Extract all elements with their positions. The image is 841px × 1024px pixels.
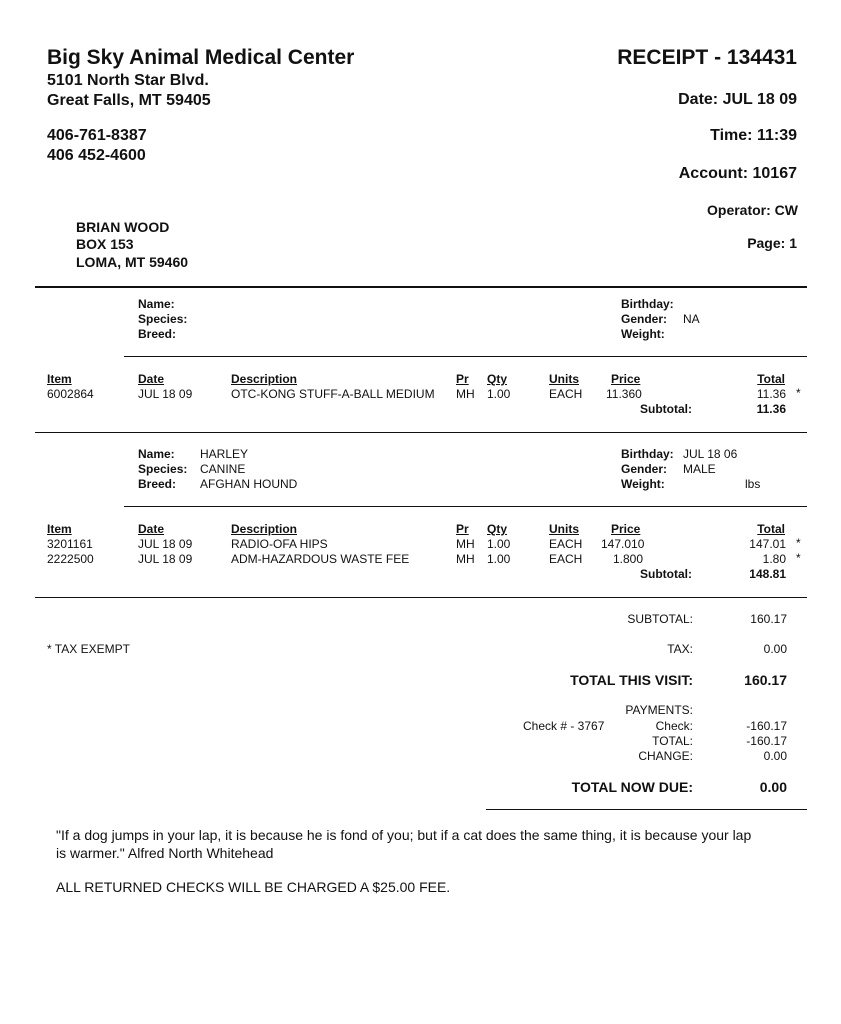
client-name: BRIAN WOOD: [76, 219, 170, 235]
line-item-description: OTC-KONG STUFF-A-BALL MEDIUM: [231, 387, 435, 401]
receipt-account: Account: 10167: [678, 165, 797, 182]
column-header-price: Price: [611, 372, 641, 386]
line-item-pr: MH: [456, 387, 475, 401]
line-item-pr: MH: [456, 537, 475, 551]
clinic-phone-2: 406 452-4600: [47, 147, 146, 164]
pet-species-label: Species:: [138, 462, 188, 476]
pet-gender: NA: [683, 312, 700, 326]
payment-total: -160.17: [746, 734, 787, 748]
clinic-phone-1: 406-761-8387: [47, 127, 147, 144]
pet-species: CANINE: [200, 462, 246, 476]
pet-birthday-label: Birthday:: [621, 447, 674, 461]
line-item-qty: 1.00: [487, 537, 511, 551]
line-item-price: 11.360: [606, 387, 642, 401]
total-this-visit: 160.17: [744, 672, 787, 688]
receipt-page: Page: 1: [747, 235, 797, 251]
column-header-pr: Pr: [456, 522, 469, 536]
check-label: Check:: [655, 719, 693, 733]
pet-breed-label: Breed:: [138, 477, 177, 491]
receipt-time: Time: 11:39: [710, 127, 797, 144]
total-this-visit-label: TOTAL THIS VISIT:: [570, 672, 693, 688]
total-now-due-label: TOTAL NOW DUE:: [571, 779, 693, 795]
column-header-qty: Qty: [487, 522, 508, 536]
line-item-total: 147.01: [749, 537, 786, 551]
pet-subtotal: 11.36: [756, 402, 786, 416]
quote-line-2: is warmer." Alfred North Whitehead: [56, 845, 274, 861]
receipt-date: Date: JUL 18 09: [678, 91, 797, 108]
grand-subtotal-label: SUBTOTAL:: [627, 612, 693, 626]
tax-exempt-mark: *: [796, 386, 801, 400]
column-header-date: Date: [138, 522, 165, 536]
pet-name-label: Name:: [138, 297, 175, 311]
column-header-total: Total: [757, 522, 785, 536]
line-item-number: 3201161: [47, 537, 93, 551]
line-item-units: EACH: [549, 552, 583, 566]
clinic-address-line1: 5101 North Star Blvd.: [47, 72, 209, 89]
column-header-item: Item: [47, 372, 72, 386]
line-item-total: 11.36: [756, 387, 786, 401]
tax-exempt-mark: *: [796, 551, 801, 565]
column-header-description: Description: [231, 522, 298, 536]
payment-total-label: TOTAL:: [652, 734, 693, 748]
column-header-description: Description: [231, 372, 298, 386]
tax-exempt-note: * TAX EXEMPT: [47, 642, 130, 656]
pet-subtotal: 148.81: [749, 567, 786, 581]
line-item-date: JUL 18 09: [138, 552, 193, 566]
line-item-price: 1.800: [613, 552, 644, 566]
column-header-units: Units: [549, 372, 579, 386]
line-item-description: ADM-HAZARDOUS WASTE FEE: [231, 552, 410, 566]
column-header-price: Price: [611, 522, 641, 536]
divider: [486, 809, 807, 810]
pet-gender-label: Gender:: [621, 462, 668, 476]
column-header-units: Units: [549, 522, 579, 536]
divider: [124, 356, 807, 357]
line-item-price: 147.010: [601, 537, 645, 551]
divider: [124, 506, 807, 507]
column-header-item: Item: [47, 522, 72, 536]
payments-label: PAYMENTS:: [625, 703, 693, 717]
clinic-name: Big Sky Animal Medical Center: [47, 46, 355, 69]
line-item-qty: 1.00: [487, 552, 511, 566]
divider: [35, 597, 807, 598]
pet-gender: MALE: [683, 462, 716, 476]
column-header-pr: Pr: [456, 372, 469, 386]
pet-weight-label: Weight:: [621, 327, 665, 341]
total-now-due: 0.00: [759, 779, 787, 795]
client-address-line2: LOMA, MT 59460: [76, 254, 189, 270]
column-header-total: Total: [757, 372, 785, 386]
line-item-number: 6002864: [47, 387, 94, 401]
receipt-title: RECEIPT - 134431: [617, 46, 797, 69]
clinic-address-line2: Great Falls, MT 59405: [47, 92, 211, 109]
pet-birthday: JUL 18 06: [683, 447, 738, 461]
subtotal-label: Subtotal:: [640, 402, 692, 416]
change-label: CHANGE:: [638, 749, 693, 763]
line-item-date: JUL 18 09: [138, 537, 193, 551]
column-header-date: Date: [138, 372, 165, 386]
pet-weight-label: Weight:: [621, 477, 665, 491]
check-amount: -160.17: [746, 719, 787, 733]
pet-breed-label: Breed:: [138, 327, 177, 341]
tax-amount: 0.00: [763, 642, 787, 656]
line-item-description: RADIO-OFA HIPS: [231, 537, 328, 551]
subtotal-label: Subtotal:: [640, 567, 692, 581]
line-item-units: EACH: [549, 387, 583, 401]
pet-birthday-label: Birthday:: [621, 297, 674, 311]
pet-name: HARLEY: [200, 447, 249, 461]
line-item-date: JUL 18 09: [138, 387, 193, 401]
tax-label: TAX:: [667, 642, 693, 656]
quote-line-1: "If a dog jumps in your lap, it is because he is fond of you; but if a cat does the same thing, it is because your lap: [56, 827, 752, 843]
column-header-qty: Qty: [487, 372, 508, 386]
divider: [35, 432, 807, 433]
returned-check-notice: ALL RETURNED CHECKS WILL BE CHARGED A $25.00 FEE.: [56, 879, 451, 895]
line-item-qty: 1.00: [487, 387, 511, 401]
grand-subtotal: 160.17: [750, 612, 787, 626]
tax-exempt-mark: *: [796, 536, 801, 550]
pet-breed: AFGHAN HOUND: [200, 477, 298, 491]
receipt-operator: Operator: CW: [707, 202, 798, 218]
line-item-units: EACH: [549, 537, 583, 551]
check-reference: Check # - 3767: [523, 719, 605, 733]
line-item-number: 2222500: [47, 552, 94, 566]
line-item-total: 1.80: [762, 552, 786, 566]
pet-gender-label: Gender:: [621, 312, 668, 326]
divider: [35, 286, 807, 288]
change-amount: 0.00: [763, 749, 787, 763]
client-address-line1: BOX 153: [76, 236, 134, 252]
pet-weight: lbs: [745, 477, 761, 491]
pet-species-label: Species:: [138, 312, 188, 326]
line-item-pr: MH: [456, 552, 475, 566]
pet-name-label: Name:: [138, 447, 175, 461]
